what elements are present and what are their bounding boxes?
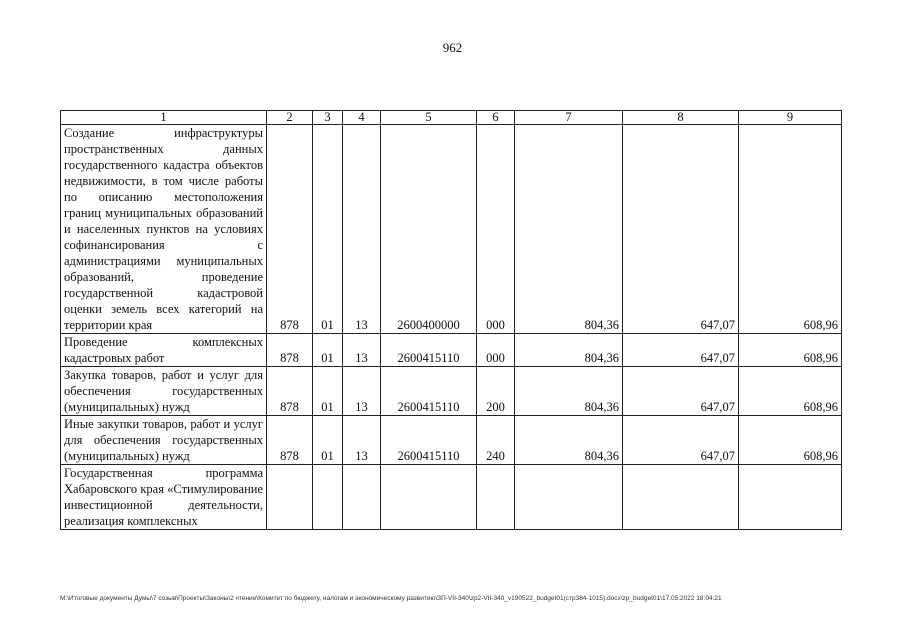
section-cell: 01 <box>313 367 343 416</box>
subsection-cell: 13 <box>343 367 381 416</box>
amount-col9-cell: 608,96 <box>739 125 842 334</box>
amount-col7-cell <box>515 465 623 530</box>
amount-col8-cell: 647,07 <box>623 367 739 416</box>
grbs-cell: 878 <box>267 367 313 416</box>
header-cell: 2 <box>267 111 313 125</box>
amount-col9-cell: 608,96 <box>739 367 842 416</box>
table-row <box>61 125 842 334</box>
grbs-cell: 878 <box>267 416 313 465</box>
target-article-cell: 2600400000 <box>381 125 477 334</box>
amount-col7-cell: 804,36 <box>515 416 623 465</box>
subsection-cell <box>343 465 381 530</box>
expense-type-cell: 000 <box>477 334 515 367</box>
row-name: Государственная программа Хабаровского края «Стимулирование инвестиционной деятельности, реализация комплексных <box>61 465 267 530</box>
expense-type-cell: 200 <box>477 367 515 416</box>
grbs-cell <box>267 465 313 530</box>
amount-col8-cell: 647,07 <box>623 125 739 334</box>
section-cell: 01 <box>313 125 343 334</box>
subsection-cell: 13 <box>343 416 381 465</box>
header-cell: 8 <box>623 111 739 125</box>
amount-col9-cell <box>739 465 842 530</box>
header-row <box>61 111 842 125</box>
row-name: Создание инфраструктуры пространственных данных государственного кадастра объектов недвижимости, в том числе работы по описанию местоположения границ муниципальных образований и населенных пунктов на условиях софинансирования с администрациями муниципальных образований, проведение государственной кадастровой оценки земель всех категорий на территории края <box>61 125 267 334</box>
row-name: Закупка товаров, работ и услуг для обеспечения государственных (муниципальных) нужд <box>61 367 267 416</box>
grbs-cell: 878 <box>267 334 313 367</box>
header-cell: 5 <box>381 111 477 125</box>
subsection-cell: 13 <box>343 125 381 334</box>
document-path-footer: M:\Итоговые документы Думы\7 созыв\Проекты\Законы\2 чтение\Комитет по бюджету, налогам и экономическому развитию\ЗП-VII-340\zp2-VII-340_v190522_budget01(стр384-1015).docx\zp_budget01\17.05.2022 18:04:21 <box>60 595 722 602</box>
row-name: Проведение комплексных кадастровых работ <box>61 334 267 367</box>
amount-col8-cell: 647,07 <box>623 334 739 367</box>
table-row <box>61 465 842 530</box>
table-row <box>61 367 842 416</box>
header-cell: 3 <box>313 111 343 125</box>
target-article-cell: 2600415110 <box>381 334 477 367</box>
expense-type-cell <box>477 465 515 530</box>
target-article-cell: 2600415110 <box>381 416 477 465</box>
section-cell: 01 <box>313 416 343 465</box>
table-row <box>61 334 842 367</box>
section-cell: 01 <box>313 334 343 367</box>
header-cell: 4 <box>343 111 381 125</box>
section-cell <box>313 465 343 530</box>
table-row <box>61 416 842 465</box>
expense-type-cell: 000 <box>477 125 515 334</box>
target-article-cell <box>381 465 477 530</box>
subsection-cell: 13 <box>343 334 381 367</box>
row-name: Иные закупки товаров, работ и услуг для обеспечения государственных (муниципальных) нужд <box>61 416 267 465</box>
budget-table <box>60 110 842 530</box>
header-cell: 6 <box>477 111 515 125</box>
amount-col7-cell: 804,36 <box>515 334 623 367</box>
header-cell: 7 <box>515 111 623 125</box>
amount-col7-cell: 804,36 <box>515 125 623 334</box>
amount-col9-cell: 608,96 <box>739 334 842 367</box>
header-cell: 1 <box>61 111 267 125</box>
amount-col9-cell: 608,96 <box>739 416 842 465</box>
page-number: 962 <box>442 40 463 55</box>
header-cell: 9 <box>739 111 842 125</box>
grbs-cell: 878 <box>267 125 313 334</box>
amount-col8-cell <box>623 465 739 530</box>
expense-type-cell: 240 <box>477 416 515 465</box>
amount-col7-cell: 804,36 <box>515 367 623 416</box>
amount-col8-cell: 647,07 <box>623 416 739 465</box>
target-article-cell: 2600415110 <box>381 367 477 416</box>
